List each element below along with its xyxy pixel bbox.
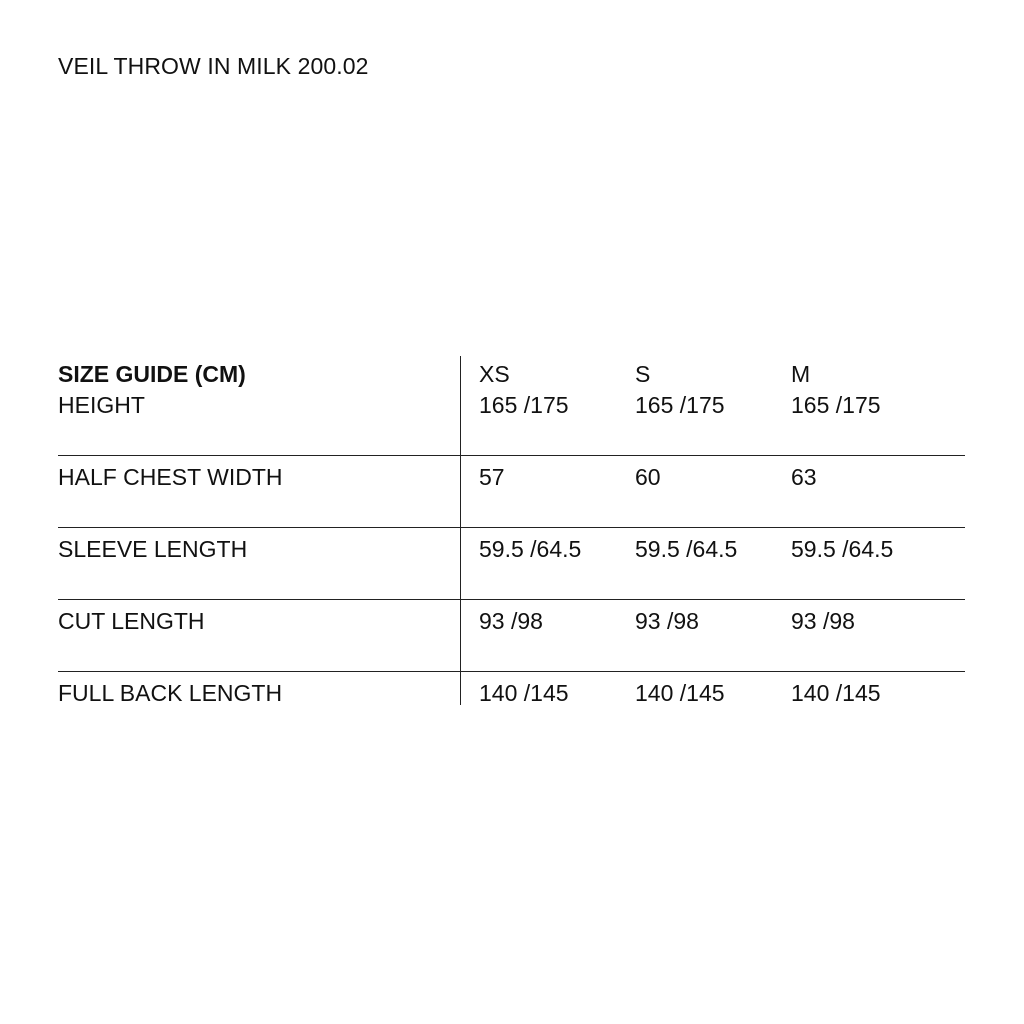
table-cell: 59.5 /64.5 bbox=[635, 536, 738, 562]
table-row bbox=[58, 528, 965, 600]
table-cell: 93 /98 bbox=[635, 608, 699, 634]
table-cell: 57 bbox=[479, 464, 505, 490]
table-cell: 60 bbox=[635, 464, 661, 490]
size-guide-heading: SIZE GUIDE (CM) bbox=[58, 361, 246, 387]
product-title: VEIL THROW IN MILK 200.02 bbox=[58, 53, 369, 79]
table-row bbox=[58, 672, 965, 720]
table-cell: 140 /145 bbox=[791, 680, 881, 706]
size-column-m bbox=[791, 359, 881, 421]
table-cell: 140 /145 bbox=[479, 680, 569, 706]
table-row bbox=[58, 600, 965, 672]
size-name: S bbox=[635, 361, 651, 387]
row-label: HALF CHEST WIDTH bbox=[58, 464, 283, 490]
size-name: XS bbox=[479, 361, 510, 387]
table-cell: 140 /145 bbox=[635, 680, 725, 706]
row-label: CUT LENGTH bbox=[58, 608, 205, 634]
table-cell: 59.5 /64.5 bbox=[791, 536, 894, 562]
table-cell: 93 /98 bbox=[479, 608, 543, 634]
height-label: HEIGHT bbox=[58, 392, 145, 418]
size-height: 165 /175 bbox=[791, 392, 881, 418]
row-label: SLEEVE LENGTH bbox=[58, 536, 248, 562]
size-height: 165 /175 bbox=[479, 392, 569, 418]
size-column-xs bbox=[479, 359, 569, 421]
size-name: M bbox=[791, 361, 811, 387]
table-row bbox=[58, 456, 965, 528]
size-guide-table bbox=[58, 356, 965, 720]
table-cell: 63 bbox=[791, 464, 817, 490]
row-label: FULL BACK LENGTH bbox=[58, 680, 283, 706]
size-column-s bbox=[635, 359, 725, 421]
table-cell: 93 /98 bbox=[791, 608, 855, 634]
table-cell: 59.5 /64.5 bbox=[479, 536, 582, 562]
size-height: 165 /175 bbox=[635, 392, 725, 418]
header-label-cell bbox=[58, 359, 246, 421]
table-header-row bbox=[58, 356, 965, 456]
